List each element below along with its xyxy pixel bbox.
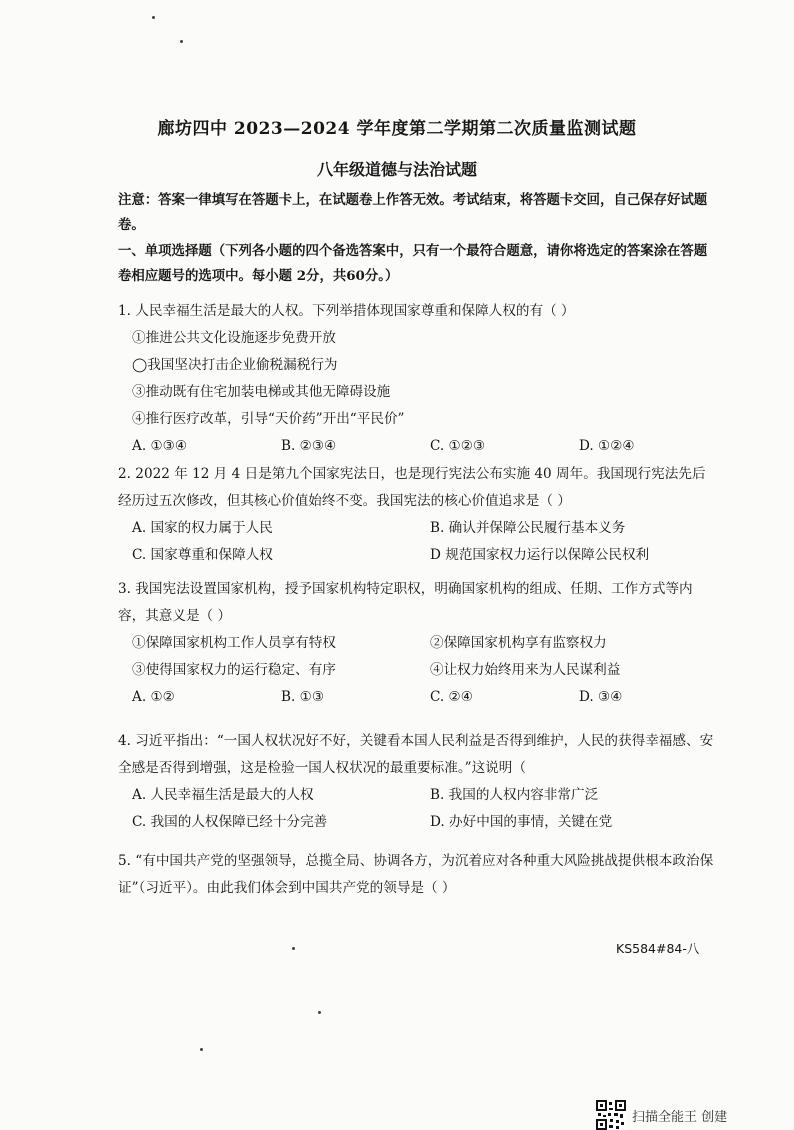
answer-options [118,684,714,711]
scan-speck [318,1011,321,1014]
statement: ◯我国坚决打击企业偷税漏税行为 [132,357,338,373]
statement: ③推动既有住宅加装电梯或其他无障碍设施 [132,384,391,400]
question-stem: 5. “有中国共产党的坚强领导，总揽全局、协调各方，为沉着应对各种重大风险挑战提供根本政治保证”（习近平）。由此我们体会到中国共产党的领导是（ ） [118,853,714,896]
option-d[interactable]: D 规范国家权力运行以保障公民权利 [430,547,650,563]
option-a[interactable]: A. 国家的权力属于人民 [132,520,273,536]
option-b[interactable]: B. 确认并保障公民履行基本义务 [430,520,626,536]
scan-speck [200,1048,203,1051]
statement: ①推进公共文化设施逐步免费开放 [132,330,336,346]
option-b[interactable]: B. ②③④ [281,438,337,454]
question-stem: 4. 习近平指出：“一国人权状况好不好，关键看本国人民利益是否得到维护，人民的获得幸福感、安全感是否得到增强，这是检验一国人权状况的最重要标准。”这说明（ [118,733,714,776]
footer-code: KS584#84-八 [616,941,700,956]
scan-speck [180,40,183,43]
question-2 [118,461,714,569]
scanner-label: 扫描全能王 创建 [632,1109,728,1125]
answer-options [118,433,714,460]
option-d[interactable]: D. 办好中国的事情，关键在党 [430,814,613,830]
option-c[interactable]: C. 国家尊重和保障人权 [132,547,273,563]
question-5 [118,848,714,902]
option-c[interactable]: C. ②④ [430,689,473,705]
question-1 [118,298,714,460]
question-3 [118,576,714,711]
question-stem: 2. 2022 年 12 月 4 日是第九个国家宪法日，也是现行宪法公布实施 40 周年。我国现行宪法先后经历过五次修改，但其核心价值始终不变。我国宪法的核心价值追求是（ ） [118,466,706,509]
section-heading: 一、单项选择题（下列各小题的四个备选答案中，只有一个最符合题意，请你将选定的答案涂在答题卷相应题号的选项中。每小题 2分，共60分。） [118,243,708,284]
option-c[interactable]: C. ①②③ [430,438,486,454]
statement: ③使得国家权力的运行稳定、有序 [132,662,336,678]
option-b[interactable]: B. 我国的人权内容非常广泛 [430,787,599,803]
page-title: 廊坊四中 2023—2024 学年度第二学期第二次质量监测试题 [157,119,637,139]
statement: ①保障国家机构工作人员享有特权 [132,635,336,651]
page-subtitle: 八年级道德与法治试题 [316,160,477,179]
option-a[interactable]: A. ①③④ [132,438,188,454]
statement: ④让权力始终用来为人民谋利益 [430,662,621,678]
scan-speck [152,16,155,19]
answer-options [118,782,714,836]
answer-options [118,515,714,569]
question-stem: 1. 人民幸福生活是最大的人权。下列举措体现国家尊重和保障人权的有（ ） [118,303,575,319]
statement: ④推行医疗改革，引导“天价药”开出“平民价” [132,411,405,427]
option-d[interactable]: D. ③④ [579,689,623,705]
scan-speck [292,947,295,950]
option-c[interactable]: C. 我国的人权保障已经十分完善 [132,814,328,830]
option-b[interactable]: B. ①③ [281,689,325,705]
qr-code-icon [596,1100,626,1130]
question-4 [118,728,714,836]
notice: 注意：答案一律填写在答题卡上，在试题卷上作答无效。考试结束，将答题卡交回，自己保存好试题卷。 [118,192,708,233]
scanner-watermark [596,1100,727,1130]
statement: ②保障国家机构享有监察权力 [430,635,607,651]
option-a[interactable]: A. 人民幸福生活是最大的人权 [132,787,314,803]
option-a[interactable]: A. ①② [132,689,175,705]
option-d[interactable]: D. ①②④ [579,438,635,454]
question-stem: 3. 我国宪法设置国家机构，授予国家机构特定职权，明确国家机构的组成、任期、工作方式等内容，其意义是（ ） [118,581,693,624]
